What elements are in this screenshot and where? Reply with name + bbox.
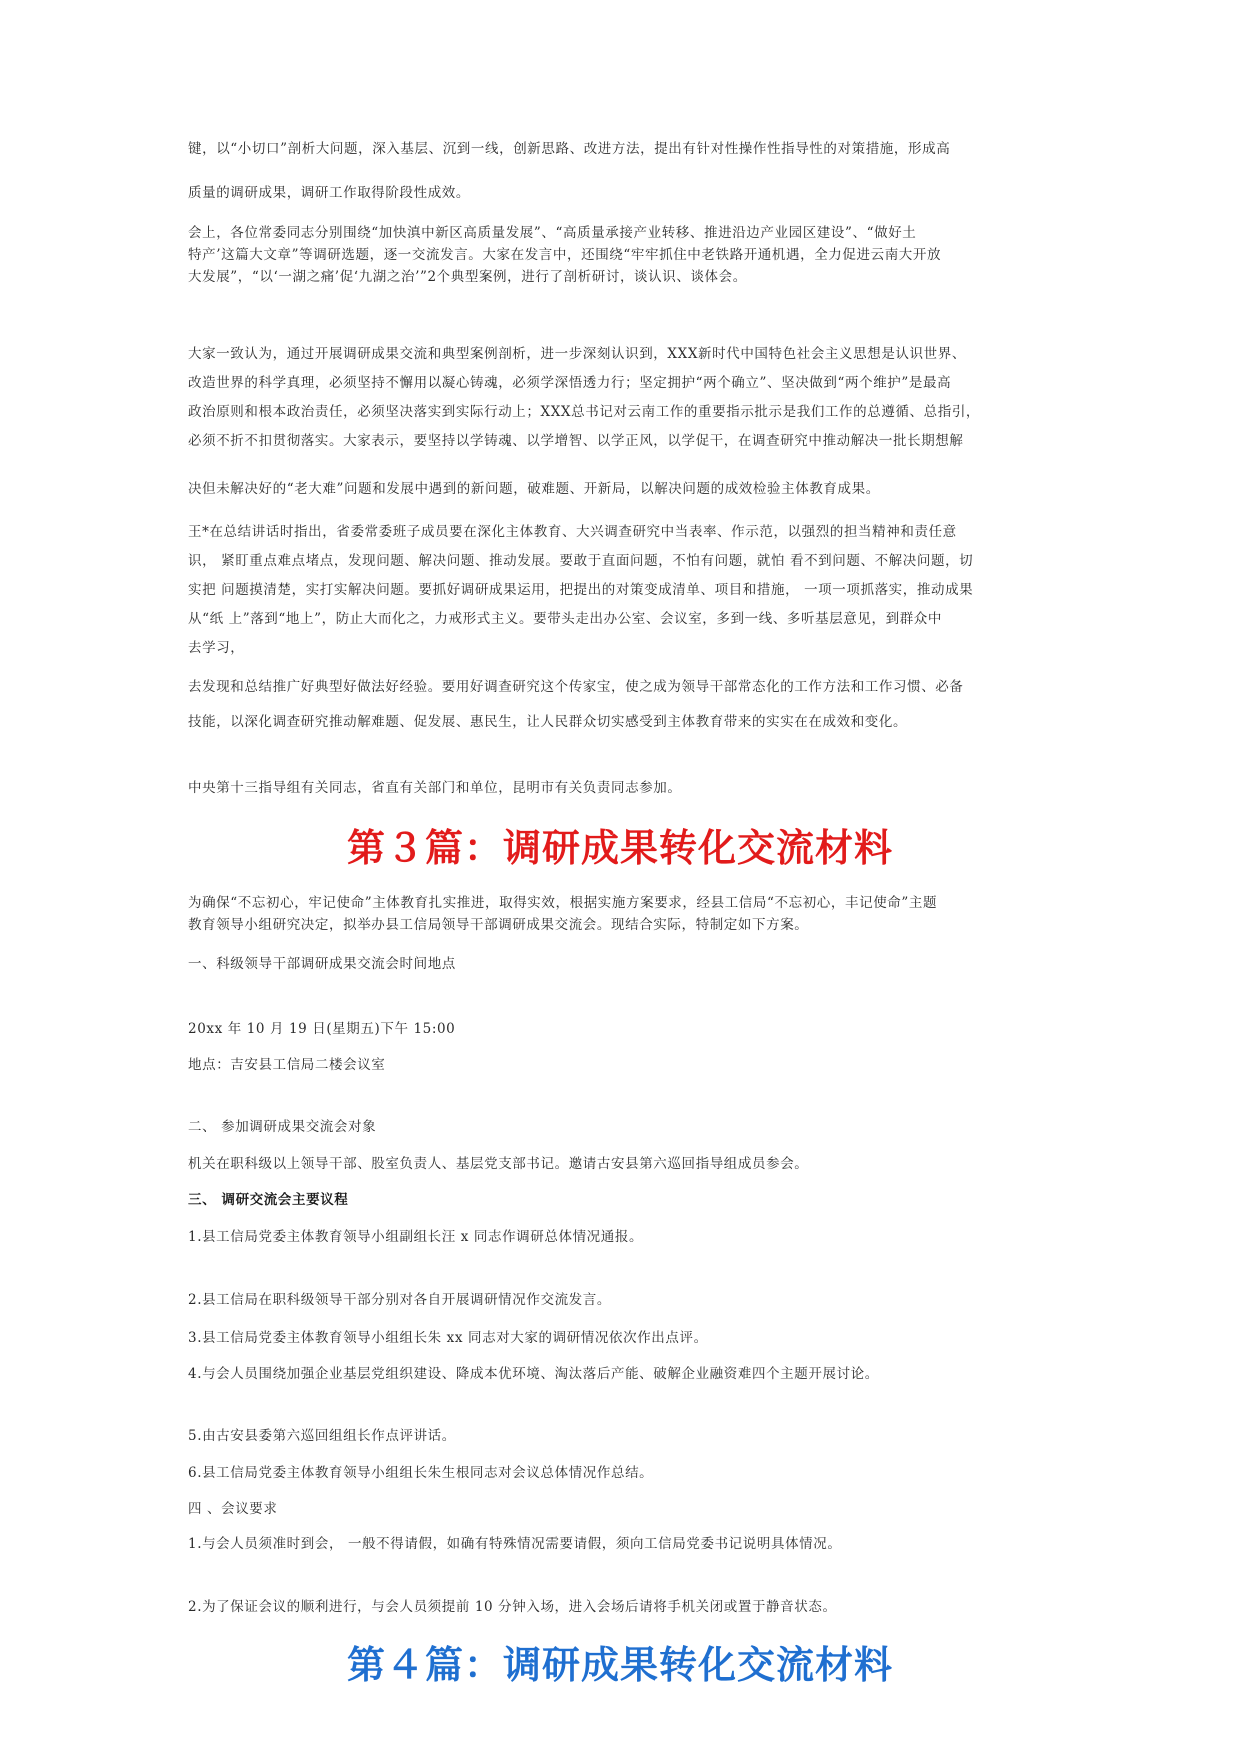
requirement-item: 2.为了保证会议的顺利进行，与会人员须提前 10 分钟入场，进入会场后请将手机关闭或置于静音状态。 (188, 1599, 837, 1615)
section-heading-3: 第３篇：调研成果转化交流材料 (346, 825, 893, 870)
paragraph-line: 大家一致认为，通过开展调研成果交流和典型案例剖析，进一步深刻认识到，XXX新时代中国特色社会主义思想是认识世界、 (188, 346, 966, 362)
agenda-item: 4.与会人员围绕加强企业基层党组织建设、降成本优环境、淘汰落后产能、破解企业融资难四个主题开展讨论。 (188, 1366, 879, 1382)
paragraph-line: 教育领导小组研究决定，拟举办县工信局领导干部调研成果交流会。现结合实际，特制定如下方案。 (188, 917, 809, 933)
intro-line-1: 键，以“小切口”剖析大问题，深入基层、沉到一线，创新思路、改进方法，提出有针对性操作性指导性的对策措施，形成高 (188, 141, 951, 157)
paragraph-consensus-end: 决但未解决好的“老大难”问题和发展中遇到的新问题，破难题、开新局，以解决问题的成效检验主体教育成果。 (188, 481, 880, 497)
participants: 机关在职科级以上领导干部、股室负责人、基层党支部书记。邀请古安县第六巡回指导组成员参会。 (188, 1156, 809, 1172)
paragraph-line: 王*在总结讲话时指出，省委常委班子成员要在深化主体教育、大兴调查研究中当表率、作示范，以强烈的担当精神和责任意 (188, 524, 957, 540)
agenda-item: 1.县工信局党委主体教育领导小组副组长汪 x 同志作调研总体情况通报。 (188, 1229, 644, 1245)
paragraph-line: 去学习， (188, 640, 245, 656)
paragraph-line: 改造世界的科学真理，必须坚持不懈用以凝心铸魂，必须学深悟透力行；坚定拥护“两个确立”、坚决做到“两个维护”是最高 (188, 375, 952, 391)
section-3-title: 三、 调研交流会主要议程 (188, 1192, 349, 1208)
agenda-item: 3.县工信局党委主体教育领导小组组长朱 xx 同志对大家的调研情况依次作出点评。 (188, 1330, 708, 1346)
paragraph-line: 实把 问题摸清楚，实打实解决问题。要抓好调研成果运用，把提出的对策变成清单、项目和措施， 一项一项抓落实，推动成果 (188, 582, 974, 598)
paragraph-line: 从“纸 上”落到“地上”，防止大而化之，力戒形式主义。要带头走出办公室、会议室，多到一线、多听基层意见，到群众中 (188, 611, 942, 627)
paragraph-line: 必须不折不扣贯彻落实。大家表示，要坚持以学铸魂、以学增智、以学正风，以学促干，在调查研究中推动解决一批长期想解 (188, 433, 964, 449)
paragraph-line: 会上，各位常委同志分别围绕“加快滇中新区高质量发展”、“高质量承接产业转移、推进沿边产业园区建设”、“做好土 (188, 225, 917, 241)
paragraph-line: 技能，以深化调查研究推动解难题、促发展、惠民生，让人民群众切实感受到主体教育带来的实实在在成效和变化。 (188, 714, 908, 730)
section-2-title: 二、 参加调研成果交流会对象 (188, 1119, 377, 1135)
intro-line-2: 质量的调研成果，调研工作取得阶段性成效。 (188, 185, 470, 201)
section-4-title: 四 、会议要求 (188, 1501, 278, 1517)
section-1-title: 一、科级领导干部调研成果交流会时间地点 (188, 956, 456, 972)
attendees-note: 中央第十三指导组有关同志，省直有关部门和单位，昆明市有关负责同志参加。 (188, 780, 682, 796)
section-heading-4: 第４篇：调研成果转化交流材料 (346, 1642, 893, 1687)
paragraph-line: 为确保“不忘初心，牢记使命”主体教育扎实推进，取得实效，根据实施方案要求，经县工信局“不忘初心，丰记使命”主题 (188, 895, 938, 911)
requirement-item: 1.与会人员须准时到会， 一般不得请假，如确有特殊情况需要请假，须向工信局党委书记说明具体情况。 (188, 1536, 842, 1552)
meeting-place: 地点：吉安县工信局二楼会议室 (188, 1057, 386, 1073)
paragraph-line: 识， 紧盯重点难点堵点，发现问题、解决问题、推动发展。要敢于直面问题，不怕有问题，就怕 看不到问题、不解决问题，切 (188, 553, 974, 569)
agenda-item: 2.县工信局在职科级领导干部分别对各自开展调研情况作交流发言。 (188, 1292, 611, 1308)
paragraph-line: 去发现和总结推广好典型好做法好经验。要用好调查研究这个传家宝，使之成为领导干部常态化的工作方法和工作习惯、必备 (188, 679, 964, 695)
paragraph-line: 政治原则和根本政治责任，必须坚决落实到实际行动上；XXX总书记对云南工作的重要指示批示是我们工作的总遵循、总指引， (188, 404, 981, 420)
meeting-time: 20xx 年 10 月 19 日(星期五)下午 15:00 (188, 1021, 456, 1037)
paragraph-line: 大发展”，“以‘一湖之痛’促‘九湖之治’”2个典型案例，进行了剖析研讨，谈认识、谈体会。 (188, 269, 747, 285)
agenda-item: 5.由古安县委第六巡回组组长作点评讲话。 (188, 1428, 456, 1444)
paragraph-line: 特产’这篇大文章”等调研选题，逐一交流发言。大家在发言中，还围绕“牢牢抓住中老铁路开通机遇，全力促进云南大开放 (188, 247, 942, 263)
agenda-item: 6.县工信局党委主体教育领导小组组长朱生根同志对会议总体情况作总结。 (188, 1465, 654, 1481)
